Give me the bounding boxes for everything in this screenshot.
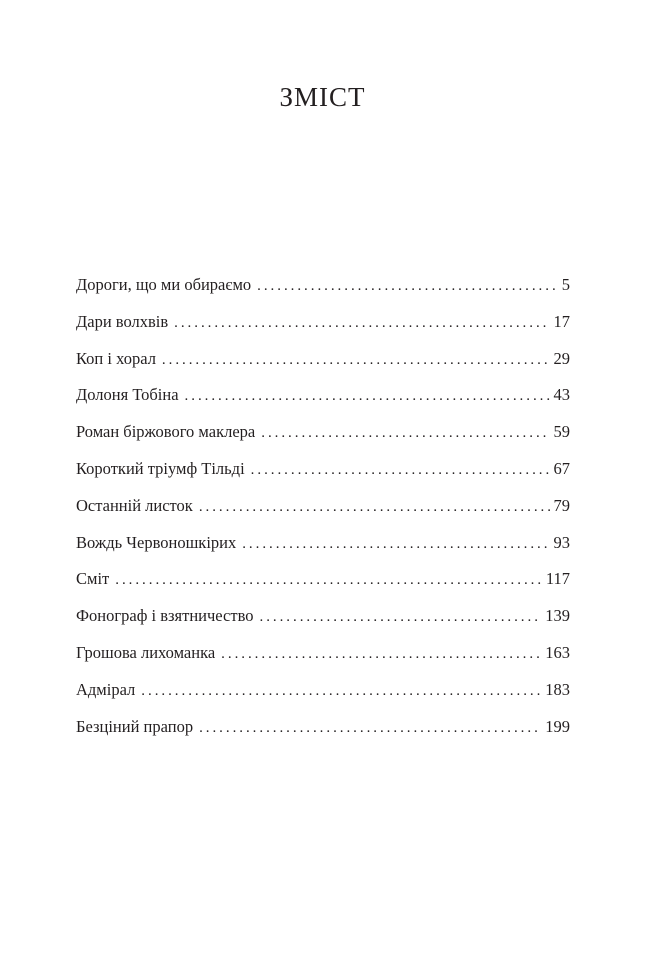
toc-entry[interactable] bbox=[76, 457, 570, 494]
toc-entry-page: 163 bbox=[545, 642, 570, 662]
toc-entry-page: 17 bbox=[553, 311, 570, 331]
dot-leader bbox=[261, 421, 549, 445]
toc-entry[interactable] bbox=[76, 678, 570, 715]
toc-entry-title: Дари волхвів bbox=[76, 311, 169, 331]
dot-leader bbox=[260, 605, 542, 629]
toc-entry[interactable] bbox=[76, 604, 570, 641]
toc-entry-title: Роман біржового маклера bbox=[76, 422, 256, 442]
toc-entry-page: 29 bbox=[553, 348, 570, 368]
toc-entry[interactable] bbox=[76, 383, 570, 420]
toc-entry[interactable] bbox=[76, 347, 570, 384]
page-title: ЗМІСТ bbox=[279, 82, 366, 112]
toc-entry-title: Безціний прапор bbox=[76, 716, 194, 736]
dot-leader bbox=[242, 532, 549, 556]
toc-entry-page: 67 bbox=[553, 458, 570, 478]
toc-entry-page: 59 bbox=[553, 422, 570, 442]
toc-entry-page: 139 bbox=[545, 606, 570, 626]
toc-entry-title: Вождь Червоношкірих bbox=[76, 532, 237, 552]
dot-leader bbox=[257, 274, 558, 298]
toc-entry-page: 199 bbox=[545, 716, 570, 736]
toc-entry[interactable] bbox=[76, 531, 570, 568]
toc-entry[interactable] bbox=[76, 273, 570, 310]
toc-entry[interactable] bbox=[76, 641, 570, 678]
toc-entry-page: 117 bbox=[545, 569, 570, 589]
dot-leader bbox=[174, 311, 549, 335]
toc-entry[interactable] bbox=[76, 567, 570, 604]
dot-leader bbox=[115, 568, 542, 592]
dot-leader bbox=[141, 679, 541, 703]
toc-entry-title: Адмірал bbox=[76, 679, 136, 699]
toc-entry[interactable] bbox=[76, 715, 570, 752]
table-of-contents bbox=[76, 273, 570, 751]
toc-entry-title: Сміт bbox=[76, 569, 110, 589]
toc-entry-page: 43 bbox=[553, 385, 570, 405]
dot-leader bbox=[199, 495, 550, 519]
toc-entry-title: Останній листок bbox=[76, 495, 193, 515]
toc-entry-page: 183 bbox=[545, 679, 570, 699]
dot-leader bbox=[185, 384, 550, 408]
toc-entry-page: 79 bbox=[553, 495, 570, 515]
toc-entry-page: 93 bbox=[553, 532, 570, 552]
toc-entry[interactable] bbox=[76, 494, 570, 531]
toc-entry-title: Фонограф і взятничество bbox=[76, 606, 254, 626]
toc-entry-title: Коп і хорал bbox=[76, 348, 156, 368]
dot-leader bbox=[199, 716, 541, 740]
toc-entry[interactable] bbox=[76, 310, 570, 347]
toc-entry-title: Грошова лихоманка bbox=[76, 642, 216, 662]
toc-entry-title: Короткий тріумф Тільді bbox=[76, 458, 245, 478]
toc-entry-page: 5 bbox=[561, 275, 570, 294]
toc-entry-title: Дороги, що ми обираємо bbox=[76, 275, 252, 294]
dot-leader bbox=[221, 642, 541, 666]
dot-leader bbox=[251, 458, 550, 482]
dot-leader bbox=[162, 348, 550, 372]
toc-entry[interactable] bbox=[76, 420, 570, 457]
toc-entry-title: Долоня Тобіна bbox=[76, 385, 179, 405]
